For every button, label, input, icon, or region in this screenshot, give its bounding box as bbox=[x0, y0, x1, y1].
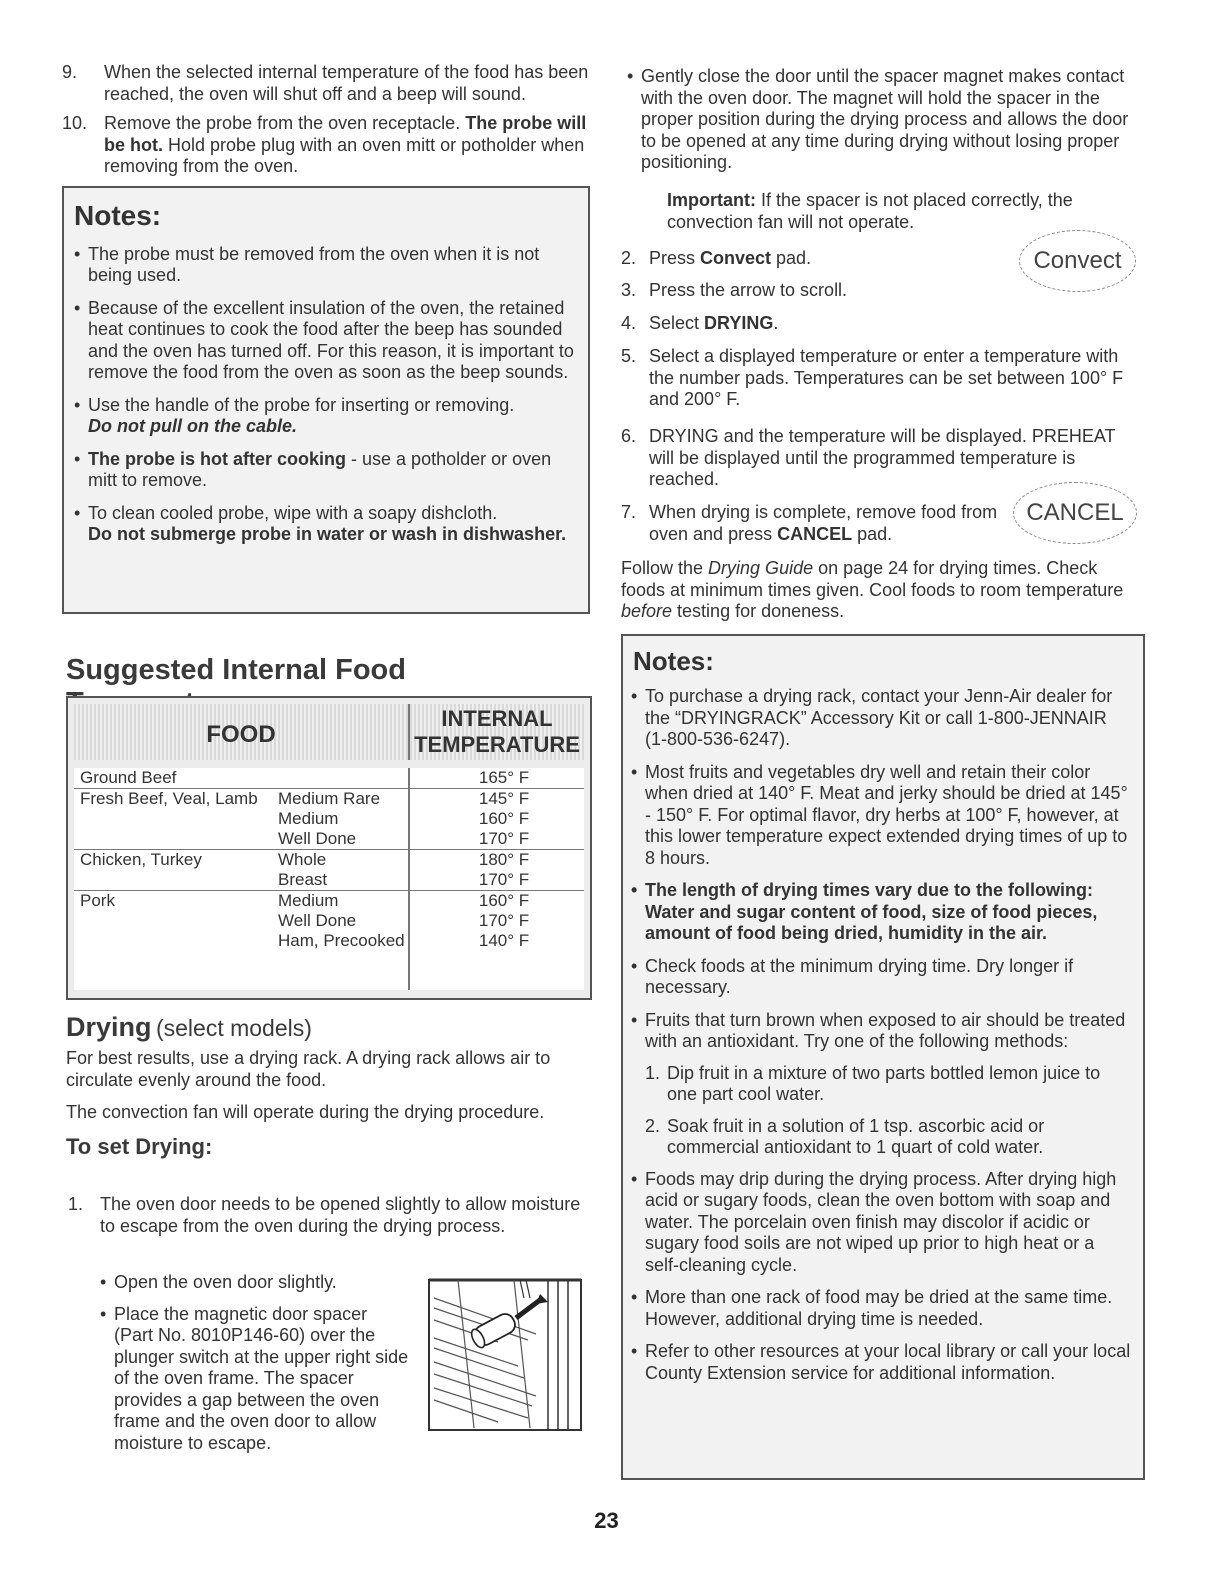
drying-note: • The length of drying times vary due to the following: Water and sugar content of food, size of food pieces, amount of food being dried, humidity in the air. bbox=[631, 880, 1131, 945]
food-header-cell bbox=[74, 704, 410, 760]
drying-guide-paragraph: Follow the Drying Guide on page 24 for drying times. Check foods at minimum times given. Cool foods to room temperature before testing for doneness. bbox=[621, 558, 1124, 621]
table-row bbox=[74, 809, 584, 829]
temperature-cell: 170° F bbox=[478, 911, 530, 930]
table-header bbox=[74, 704, 584, 760]
left-column bbox=[62, 62, 590, 1453]
step-3: 3. Press the arrow to scroll. bbox=[621, 280, 848, 300]
doneness-cell: Medium Rare bbox=[278, 789, 381, 808]
doneness-cell: Medium bbox=[278, 891, 339, 910]
sub-step: • Place the magnetic door spacer (Part No. 8010P146-60) over the plunger switch at the upper right side of the oven frame. The spacer provides a gap between the oven frame and the oven door to allow moisture to escape. bbox=[100, 1304, 410, 1455]
convect-pad-label: Convect bbox=[1033, 247, 1122, 274]
step-10: 10. Remove the probe from the oven receptacle. The probe will be hot. Hold probe plug with an oven mitt or potholder when removing from the oven. bbox=[62, 113, 587, 176]
method-2: 2. Soak fruit in a solution of 1 tsp. ascorbic acid or commercial antioxidant to 1 quart of cold water. bbox=[645, 1115, 1045, 1157]
food-cell: Ground Beef bbox=[80, 768, 177, 787]
step-1-continued bbox=[627, 66, 1142, 186]
drying-subtitle: (select models) bbox=[155, 1015, 312, 1041]
food-cell bbox=[74, 809, 272, 829]
food-header-label: FOOD bbox=[206, 721, 276, 748]
drying-heading bbox=[66, 1012, 312, 1043]
cancel-pad-graphic bbox=[1013, 482, 1137, 544]
probe-note: • The probe must be removed from the oven when it is not being used. bbox=[74, 244, 574, 287]
sub-step: • Open the oven door slightly. bbox=[100, 1272, 410, 1294]
drying-note: • To purchase a drying rack, contact your Jenn-Air dealer for the “DRYINGRACK” Accessory Kit or call 1-800-JENNAIR (1-800-536-6247). bbox=[631, 686, 1131, 751]
step-5: 5. Select a displayed temperature or enter a temperature with the number pads. Temperatures can be set between 100° F and 200° F. bbox=[621, 346, 1124, 409]
table-row bbox=[74, 789, 584, 810]
doneness-cell bbox=[272, 768, 424, 789]
temp-header-cell bbox=[410, 704, 584, 760]
temp-header-label-1: INTERNAL bbox=[441, 706, 553, 731]
important-note: Important: If the spacer is not placed correctly, the convection fan will not operate. bbox=[667, 190, 1073, 232]
temperature-cell: 160° F bbox=[478, 891, 530, 910]
food-cell bbox=[74, 870, 272, 891]
step-2: 2. Press Convect pad. bbox=[621, 248, 812, 268]
temperature-cell: 165° F bbox=[478, 768, 530, 787]
doneness-cell: Well Done bbox=[278, 911, 357, 930]
drying-note: • Foods may drip during the drying process. After drying high acid or sugary foods, clean the oven bottom with soap and water. The porcelain oven finish may discolor if acidic or sugary food soils are not wiped up prior to high heat or a self-cleaning cycle. bbox=[631, 1169, 1131, 1277]
door-spacer-illustration bbox=[428, 1278, 583, 1432]
table-row bbox=[74, 768, 584, 789]
doneness-cell: Ham, Precooked bbox=[278, 931, 405, 950]
door-spacer-drawing bbox=[428, 1278, 583, 1432]
food-cell: Chicken, Turkey bbox=[80, 850, 202, 869]
drying-note: • Fruits that turn brown when exposed to air should be treated with an antioxidant. Try one of the following methods: 1. Dip fruit in a mixture of two parts bottled lemon juice to one part cool water. 2. Soak fruit in a solution of 1 tsp. ascorbic acid or commercial antioxidant to 1 quart of cold water. bbox=[631, 1010, 1131, 1159]
cancel-pad-label: CANCEL bbox=[1026, 499, 1124, 526]
food-cell: Pork bbox=[80, 891, 115, 910]
doneness-cell: Well Done bbox=[278, 829, 357, 848]
probe-note: • Use the handle of the probe for inserting or removing. Do not pull on the cable. bbox=[74, 395, 574, 438]
step-6: 6. DRYING and the temperature will be displayed. PREHEAT will be displayed until the programmed temperature is reached. bbox=[621, 426, 1116, 489]
temps-table bbox=[74, 768, 584, 951]
table-body bbox=[74, 768, 584, 990]
temperature-cell: 140° F bbox=[478, 931, 530, 950]
drying-para-1: For best results, use a drying rack. A drying rack allows air to circulate evenly around the food. bbox=[66, 1048, 551, 1090]
table-row bbox=[74, 829, 584, 850]
drying-note: • Most fruits and vegetables dry well and retain their color when dried at 140° F. Meat and jerky should be dried at 145° - 150° F. For optimal flavor, dry herbs at 100° F, however, at this lower temperature expect extended drying times of up to 8 hours. bbox=[631, 762, 1131, 870]
temperature-cell: 180° F bbox=[478, 850, 530, 869]
doneness-cell: Medium bbox=[278, 809, 339, 828]
temperature-cell: 170° F bbox=[478, 829, 530, 848]
probe-notes-list bbox=[74, 244, 574, 557]
step-1-subitems bbox=[100, 1272, 410, 1465]
drying-para-2: The convection fan will operate during the drying procedure. bbox=[66, 1102, 545, 1122]
step-4: 4. Select DRYING. bbox=[621, 313, 779, 333]
probe-steps bbox=[62, 62, 590, 178]
table-row bbox=[74, 911, 584, 931]
method-1: 1. Dip fruit in a mixture of two parts bottled lemon juice to one part cool water. bbox=[645, 1062, 1101, 1104]
table-divider bbox=[408, 768, 410, 990]
temp-header-label-2: TEMPERATURE bbox=[414, 732, 580, 757]
food-cell bbox=[74, 911, 272, 931]
drying-notes-box bbox=[621, 634, 1145, 1480]
table-row bbox=[74, 891, 584, 912]
food-cell bbox=[74, 931, 272, 951]
probe-notes-box bbox=[62, 186, 590, 614]
probe-note: • Because of the excellent insulation of the oven, the retained heat continues to cook the food after the beep has sounded and the oven has turned off. For this reason, it is important to remove the food from the oven as soon as the beep sounds. bbox=[74, 298, 574, 384]
convect-pad-graphic bbox=[1019, 230, 1136, 292]
step-1: 1. The oven door needs to be opened slightly to allow moisture to escape from the oven during the drying process. bbox=[68, 1194, 581, 1236]
table-row bbox=[74, 870, 584, 891]
sub-step: • Gently close the door until the spacer magnet makes contact with the oven door. The magnet will hold the spacer in the proper position during the drying process and allows the door to be opened at any time during drying without losing proper positioning. bbox=[627, 66, 1142, 174]
table-row bbox=[74, 850, 584, 871]
temperature-cell: 170° F bbox=[478, 870, 530, 889]
drying-note: • Refer to other resources at your local library or call your local County Extension service for additional information. bbox=[631, 1341, 1131, 1384]
probe-note: • The probe is hot after cooking - use a potholder or oven mitt to remove. bbox=[74, 449, 574, 492]
temps-heading: Suggested Internal Food bbox=[66, 654, 406, 686]
page-number: 23 bbox=[594, 1508, 619, 1533]
temperature-cell: 160° F bbox=[478, 809, 530, 828]
food-cell bbox=[74, 829, 272, 850]
temps-table-box bbox=[66, 696, 592, 1000]
probe-notes-title: Notes: bbox=[74, 199, 162, 231]
drying-title: Drying bbox=[66, 1012, 152, 1042]
drying-notes-title: Notes: bbox=[633, 646, 714, 676]
step-9: 9. When the selected internal temperature of the food has been reached, the oven will shut off and a beep will sound. bbox=[62, 62, 589, 104]
probe-note: • To clean cooled probe, wipe with a soapy dishcloth. Do not submerge probe in water or wash in dishwasher. bbox=[74, 503, 574, 546]
drying-note: • More than one rack of food may be dried at the same time. However, additional drying time is needed. bbox=[631, 1287, 1131, 1330]
step-7: 7. When drying is complete, remove food from oven and press CANCEL pad. bbox=[621, 502, 998, 544]
set-drying-heading: To set Drying: bbox=[66, 1134, 213, 1159]
drying-notes-list bbox=[631, 686, 1131, 1395]
doneness-cell: Breast bbox=[278, 870, 328, 889]
food-cell: Fresh Beef, Veal, Lamb bbox=[80, 789, 258, 808]
doneness-cell: Whole bbox=[278, 850, 327, 869]
table-row bbox=[74, 931, 584, 951]
drying-note: • Check foods at the minimum drying time. Dry longer if necessary. bbox=[631, 956, 1131, 999]
temperature-cell: 145° F bbox=[478, 789, 530, 808]
